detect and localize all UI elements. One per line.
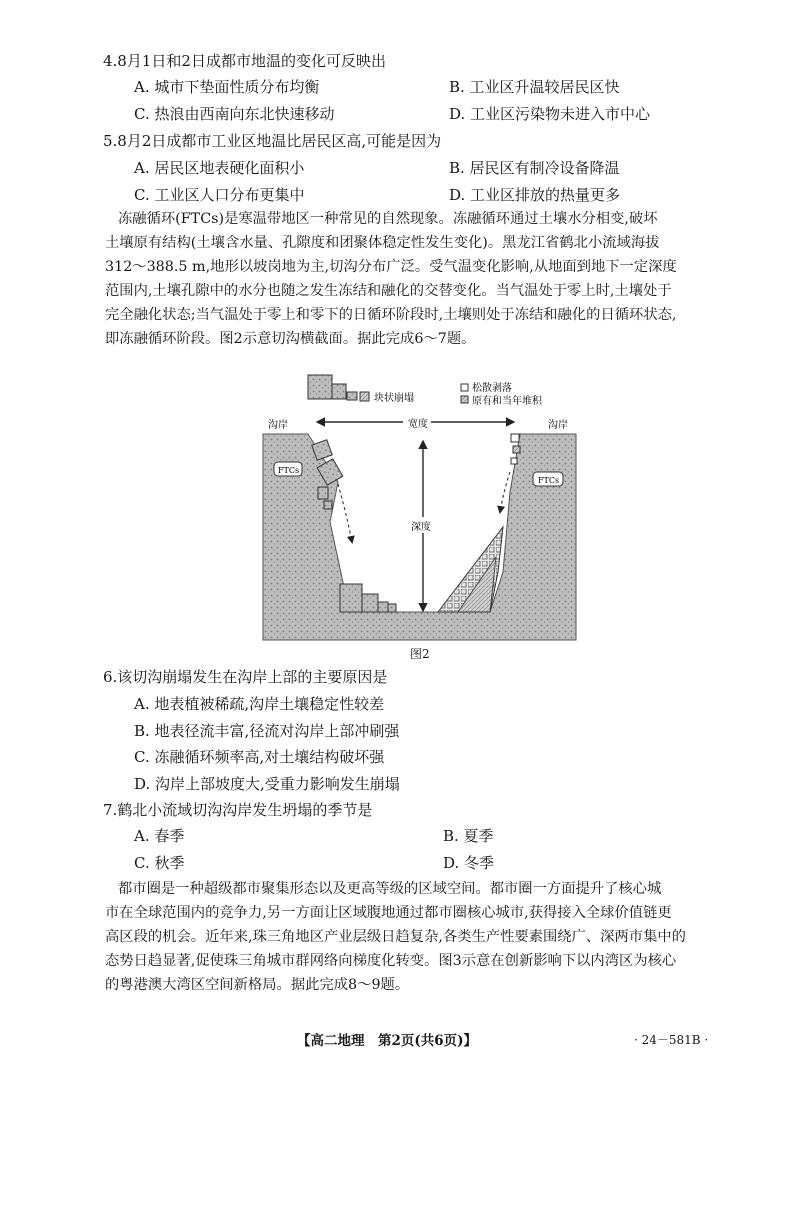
legend-block-swatch bbox=[360, 392, 369, 401]
fall-path-left bbox=[338, 484, 352, 542]
passage-metropolitan-area bbox=[105, 877, 740, 997]
depth-label: 深度 bbox=[411, 522, 431, 533]
passage-freeze-thaw bbox=[105, 207, 740, 351]
legend-loose-swatch bbox=[461, 384, 468, 391]
question-4-stem: 4.8月1日和2日成都市地温的变化可反映出 bbox=[103, 52, 386, 70]
ftc-right-label: FTCs bbox=[538, 476, 560, 485]
q7-option-c: C. 秋季 bbox=[134, 854, 185, 872]
question-7-stem: 7.鹤北小流域切沟沟岸发生坍塌的季节是 bbox=[103, 801, 373, 819]
legend-deposit-swatch bbox=[461, 396, 468, 403]
loose-spall-1 bbox=[511, 434, 519, 442]
passage1-line-2: 土壤原有结构(土壤含水量、孔隙度和团聚体稳定性发生变化)。黑龙江省鹤北小流域海拔 bbox=[105, 235, 660, 251]
passage2-line-3: 高区段的机会。近年来,珠三角地区产业层级日趋复杂,各类生产性要素围绕广、深两市集中的 bbox=[105, 929, 686, 945]
bottom-block-3 bbox=[378, 602, 388, 612]
footer-code: · 24－581B · bbox=[634, 1033, 709, 1047]
legend-block-medium bbox=[332, 384, 346, 399]
q6-option-b: B. 地表径流丰富,径流对沟岸上部冲刷强 bbox=[134, 722, 400, 740]
q5-option-c: C. 工业区人口分布更集中 bbox=[134, 186, 305, 204]
ftc-left-label: FTCs bbox=[278, 466, 300, 475]
passage1-line-5: 完全融化状态;当气温处于零上和零下的日循环阶段时,土壤则处于冻结和融化的日循环状态, bbox=[105, 307, 677, 323]
passage1-line-4: 范围内,土壤孔隙中的水分也随之发生冻结和融化的交替变化。当气温处于零上时,土壤处于 bbox=[105, 283, 672, 299]
falling-block-3 bbox=[318, 487, 328, 499]
loose-spall-2 bbox=[513, 446, 520, 453]
right-bank-label: 沟岸 bbox=[548, 420, 568, 431]
passage2-line-1: 都市圈是一种超级都市聚集形态以及更高等级的区域空间。都市圈一方面提升了核心城 bbox=[118, 881, 662, 897]
loose-spall-3 bbox=[511, 458, 517, 464]
q4-option-b: B. 工业区升温较居民区快 bbox=[449, 78, 620, 96]
q7-option-a: A. 春季 bbox=[134, 827, 185, 845]
passage1-line-3: 312～388.5 m,地形以坡岗地为主,切沟分布广泛。受气温变化影响,从地面到地下一定深度 bbox=[105, 259, 677, 275]
legend-block-small bbox=[347, 392, 357, 400]
q5-option-a: A. 居民区地表硬化面积小 bbox=[134, 159, 305, 177]
question-6-stem: 6.该切沟崩塌发生在沟岸上部的主要原因是 bbox=[103, 668, 388, 686]
passage1-line-6: 即冻融循环阶段。图2示意切沟横截面。据此完成6～7题。 bbox=[105, 331, 476, 347]
q7-option-b: B. 夏季 bbox=[443, 827, 494, 845]
bottom-block-2 bbox=[362, 594, 378, 612]
soil-body bbox=[263, 434, 576, 640]
legend-loose-label: 松散剥落 bbox=[472, 383, 512, 394]
passage2-line-2: 市在全球范围内的竞争力,另一方面让区域腹地通过都市圈核心城市,获得接入全球价值链更 bbox=[105, 905, 672, 921]
q4-option-a: A. 城市下垫面性质分布均衡 bbox=[134, 78, 320, 96]
passage2-line-5: 的粤港澳大湾区空间新格局。据此完成8～9题。 bbox=[105, 977, 410, 993]
falling-block-4 bbox=[324, 501, 332, 509]
passage2-line-4: 态势日趋显著,促使珠三角城市群网络向梯度化转变。图3示意在创新影响下以内湾区为核心 bbox=[105, 953, 677, 969]
bottom-block-4 bbox=[388, 604, 396, 612]
figure-2-caption: 图2 bbox=[410, 647, 430, 661]
legend-block-large bbox=[308, 375, 332, 399]
q6-option-a: A. 地表植被稀疏,沟岸土壤稳定性较差 bbox=[134, 695, 385, 713]
q4-option-c: C. 热浪由西南向东北快速移动 bbox=[134, 105, 335, 123]
q5-option-d: D. 工业区排放的热量更多 bbox=[449, 186, 621, 204]
q5-option-b: B. 居民区有制冷设备降温 bbox=[449, 159, 620, 177]
q6-option-d: D. 沟岸上部坡度大,受重力影响发生崩塌 bbox=[134, 775, 400, 793]
q7-option-d: D. 冬季 bbox=[443, 854, 495, 872]
q4-option-d: D. 工业区污染物未进入市中心 bbox=[449, 105, 651, 123]
footer-page-title: 【高二地理 第2页(共6页)】 bbox=[297, 1033, 478, 1049]
passage1-line-1: 冻融循环(FTCs)是寒温带地区一种常见的自然现象。冻融循环通过土壤水分相变,破坏 bbox=[118, 211, 658, 227]
left-bank-label: 沟岸 bbox=[268, 420, 288, 431]
legend-block-label: 块状崩塌 bbox=[374, 393, 414, 404]
legend-deposit-label: 原有和当年堆积 bbox=[472, 396, 542, 407]
q6-option-c: C. 冻融循环频率高,对土壤结构破坏强 bbox=[134, 748, 385, 766]
width-label: 宽度 bbox=[408, 419, 428, 430]
figure-2-gully-cross-section bbox=[258, 372, 578, 662]
bottom-block-1 bbox=[340, 584, 362, 612]
question-5-stem: 5.8月2日成都市工业区地温比居民区高,可能是因为 bbox=[103, 132, 442, 150]
